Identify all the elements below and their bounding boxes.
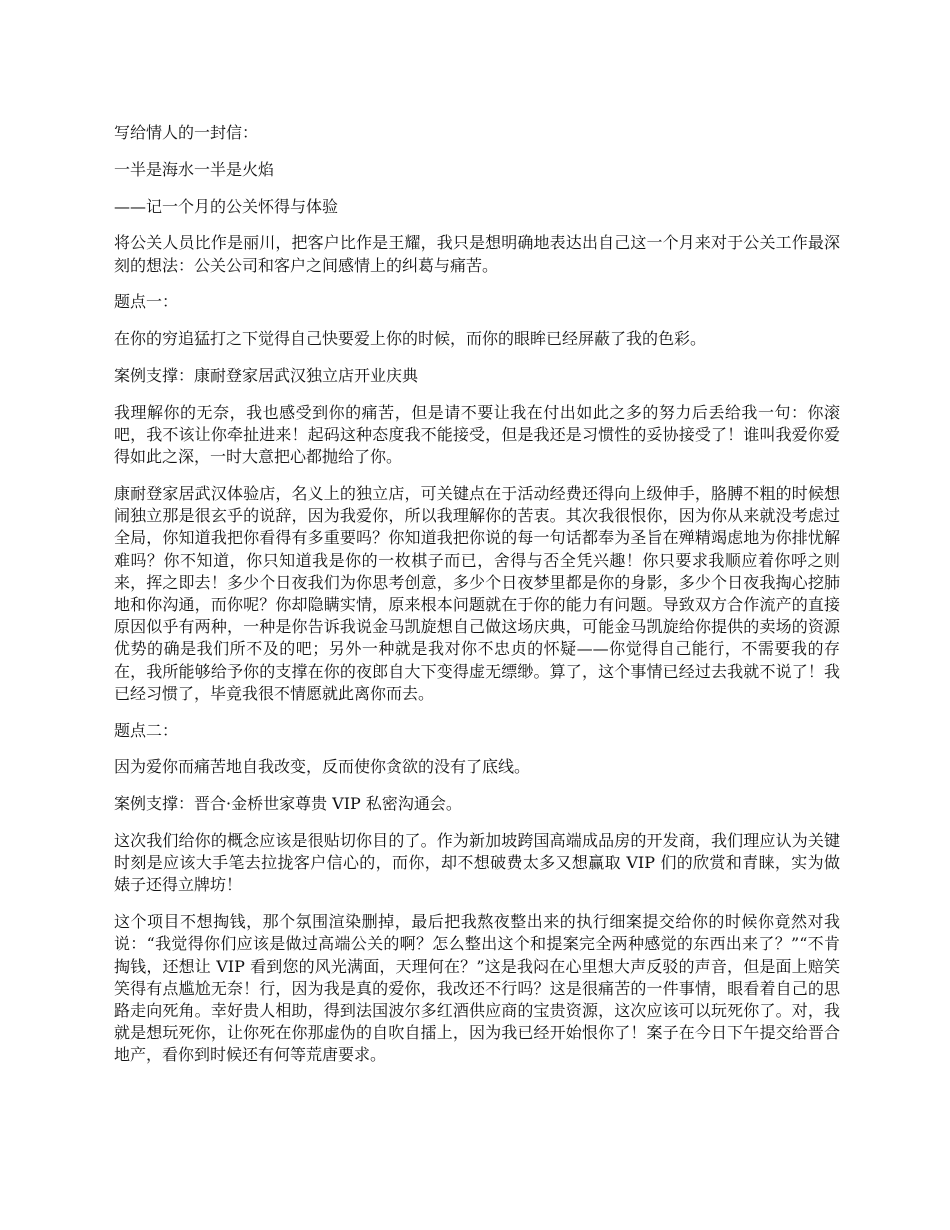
section-heading-1: 题点一： bbox=[114, 292, 179, 312]
section-1-paragraph-1: 我理解你的无奈，我也感受到你的痛苦，但是请不要让我在付出如此之多的努力后丢给我一句：你滚吧，我不该让你牵扯进来！起码这种态度我不能接受，但是我还是习惯性的妥协接受了！谁叫我爱你爱得如此之深，一时大意把心都抛给了你。 bbox=[114, 402, 840, 467]
section-2-paragraph-1: 这次我们给你的概念应该是很贴切你目的了。作为新加坡跨国高端成品房的开发商，我们理应认为关键时刻是应该大手笔去拉拢客户信心的，而你，却不想破费太多又想赢取 VIP 们的欣赏和青睐，实为做婊子还得立牌坊！ bbox=[114, 831, 840, 895]
section-2-summary: 因为爱你而痛苦地自我改变，反而使你贪欲的没有了底线。 bbox=[114, 757, 531, 777]
section-1-summary: 在你的穷追猛打之下觉得自己快要爱上你的时候，而你的眼眸已经屏蔽了我的色彩。 bbox=[114, 329, 707, 349]
section-1-paragraph-2: 康耐登家居武汉体验店，名义上的独立店，可关键点在于活动经费还得向上级伸手，胳膊不粗的时候想闹独立那是很玄乎的说辞，因为我爱你，所以我理解你的苦衷。其次我很恨你，因为你从来就没考虑过全局，你知道我把你看得有多重要吗？你知道我把你说的每一句话都奉为圣旨在殚精竭虑地为你排忧解难吗？你不知道，你只知道我是你的一枚棋子而已，舍得与否全凭兴趣！你只要求我顺应着你呼之则来，挥之即去！多少个日夜我们为你思考创意，多少个日夜梦里都是你的身影，多少个日夜我掏心挖肺地和你沟通，而你呢？你却隐瞒实情，原来根本问题就在于你的能力有问题。导致双方合作流产的直接原因似乎有两种，一种是你告诉我说金马凯旋想自己做这场庆典，可能金马凯旋给你提供的卖场的资源优势的确是我们所不及的吧；另外一种就是我对你不忠贞的怀疑——你觉得自己能行，不需要我的存在，我所能够给予你的支撑在你的夜郎自大下变得虚无缥缈。算了，这个事情已经过去我就不说了！我已经习惯了，毕竟我很不情愿就此离你而去。 bbox=[114, 483, 840, 703]
letter-subtitle: ——记一个月的公关怀得与体验 bbox=[114, 196, 339, 216]
section-2-case: 案例支撑：晋合·金桥世家尊贵 VIP 私密沟通会。 bbox=[114, 794, 462, 814]
section-1-case: 案例支撑：康耐登家居武汉独立店开业庆典 bbox=[114, 365, 419, 385]
letter-title: 一半是海水一半是火焰 bbox=[114, 159, 275, 179]
section-2-paragraph-2: 这个项目不想掏钱，那个氛围渲染删掉，最后把我熬夜整出来的执行细案提交给你的时候你竟然对我说：“我觉得你们应该是做过高端公关的啊？怎么整出这个和提案完全两种感觉的东西出来了？”“不肯掏钱，还想让 VIP 看到您的风光满面，天理何在？”这是我闷在心里想大声反驳的声音，但是面上赔笑笑得有点尴尬无奈！行，因为我是真的爱你，我改还不行吗？这是很痛苦的一件事情，眼看着自己的思路走向死角。幸好贵人相助，得到法国波尔多红酒供应商的宝贵资源，这次应该可以玩死你了。对，我就是想玩死你，让你死在你那虚伪的自吹自擂上，因为我已经开始恨你了！案子在今日下午提交给晋合地产，看你到时候还有何等荒唐要求。 bbox=[114, 912, 840, 1065]
document-body bbox=[114, 122, 840, 1081]
section-heading-2: 题点二： bbox=[114, 720, 179, 740]
intro-paragraph: 将公关人员比作是丽川，把客户比作是王耀，我只是想明确地表达出自己这一个月来对于公关工作最深刻的想法：公关公司和客户之间感情上的纠葛与痛苦。 bbox=[114, 233, 840, 275]
letter-heading: 写给情人的一封信： bbox=[114, 123, 259, 142]
